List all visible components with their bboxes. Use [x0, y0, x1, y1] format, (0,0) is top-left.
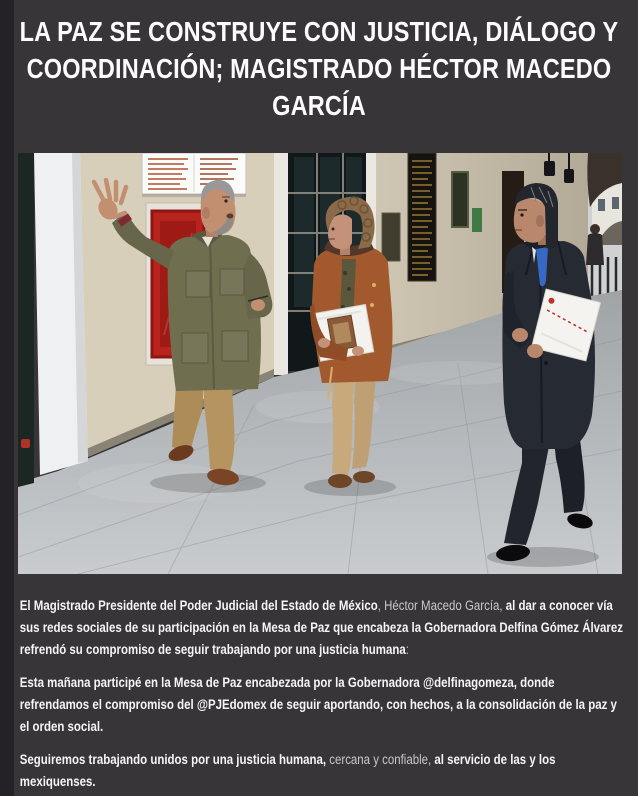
hallway-scene-illustration	[18, 153, 622, 574]
paragraph	[20, 672, 624, 738]
title-line: LA PAZ SE CONSTRUYE CON JUSTICIA, DIÁLOGO Y	[19, 16, 619, 47]
text-segment: al servicio de las y los mexiquenses.	[19, 752, 556, 789]
framed-picture	[452, 172, 468, 227]
text-segment: :	[405, 642, 409, 657]
paragraph	[20, 749, 624, 793]
text-segment: El Magistrado Presidente del Poder Judicial del Estado de México	[19, 598, 378, 613]
page-title	[0, 0, 638, 124]
text-segment: , Héctor Macedo García,	[377, 598, 506, 613]
title-line: COORDINACIÓN; MAGISTRADO HÉCTOR MACEDO	[26, 53, 612, 84]
green-sign	[472, 208, 482, 232]
text-segment: Esta mañana participé en la Mesa de Paz encabezada por la Gobernadora @delfinagomeza, donde refrendamos el compromiso del @PJEdomex de seguir aportando, con hechos, a la consolidación de la paz y el orden social.	[19, 675, 617, 734]
text-segment: cercana y confiable,	[329, 752, 435, 767]
directory-plaque	[408, 153, 436, 281]
article-body	[20, 595, 624, 793]
left-column	[18, 153, 88, 487]
text-segment: Seguiremos trabajando unidos por una justicia humana,	[19, 752, 330, 767]
article-photo	[18, 153, 622, 574]
paragraph	[20, 595, 624, 661]
text-segment: al dar a conocer vía sus redes sociales de su participación en la Mesa de Paz que encabeza la Gobernadora Delfina Gómez Álvarez refrendó su compromiso de seguir trabajando por una justicia humana	[19, 598, 623, 657]
left-edge-strip	[0, 0, 14, 796]
title-line: GARCÍA	[272, 90, 366, 121]
